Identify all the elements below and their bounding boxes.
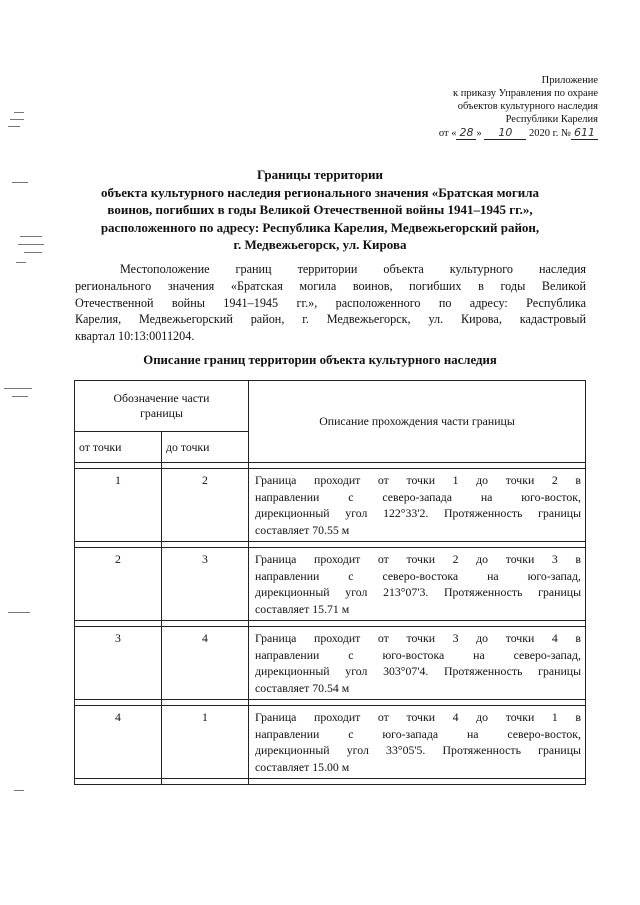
- order-region: Республики Карелия: [505, 114, 598, 125]
- order-year: 2020 г. №: [528, 128, 571, 139]
- header-part-designation: [75, 381, 249, 432]
- title-line: Границы территории: [256, 167, 384, 182]
- table-row: [75, 627, 586, 700]
- paragraph-line: Отечественной войны 1941–1945 гг.», расположенного по адресу: Республика: [75, 295, 586, 310]
- cell-description: [249, 627, 586, 700]
- appendix-label: Приложение: [541, 75, 598, 86]
- order-date-number: [439, 126, 598, 140]
- description-line: составляет 15.71 м: [255, 601, 350, 616]
- boundary-table: [74, 380, 586, 785]
- order-number: 611: [571, 126, 598, 140]
- description-line: составляет 70.55 м: [255, 522, 350, 537]
- description-line: Граница проходит от точки 4 до точки 1 в: [255, 710, 581, 724]
- description-line: составляет 15.00 м: [255, 759, 350, 774]
- date-mid: »: [476, 128, 482, 139]
- table-row: [75, 548, 586, 621]
- description-line: дирекционный угол 33°05'5. Протяженность границы: [255, 743, 581, 757]
- cell-from: 3: [75, 627, 162, 700]
- cell-description: [249, 706, 586, 779]
- description-line: дирекционный угол 303°07'4. Протяженность границы: [255, 664, 581, 678]
- document-title: [60, 166, 580, 254]
- description-line: составляет 70.54 м: [255, 680, 350, 695]
- cell-to: 4: [162, 627, 249, 700]
- table-header-row: [75, 381, 586, 432]
- description-line: направлении с юго-запада на северо-восток,: [255, 726, 581, 741]
- paragraph-line: регионального значения «Братская могила воинов, погибших в годы Великой: [75, 278, 586, 293]
- table-row: [75, 706, 586, 779]
- scan-mark: [8, 126, 20, 127]
- table-row: [75, 469, 586, 542]
- description-line: дирекционный угол 213°07'3. Протяженность границы: [255, 585, 581, 599]
- paragraph-line: Карелия, Медвежьегорский район, г. Медвежьегорск, ул. Кирова, кадастровый: [75, 312, 586, 327]
- header-part-line: границы: [140, 406, 183, 420]
- scan-mark: [18, 244, 44, 245]
- section-title: Описание границ территории объекта культурного наследия: [143, 353, 497, 367]
- description-line: Граница проходит от точки 2 до точки 3 в: [255, 552, 581, 566]
- order-reference: к приказу Управления по охране: [453, 88, 598, 99]
- scan-mark: [8, 612, 30, 613]
- order-reference-cont: объектов культурного наследия: [457, 101, 598, 112]
- scan-mark: [14, 790, 24, 791]
- description-line: направлении с юго-востока на северо-запад,: [255, 647, 581, 662]
- header-description: Описание прохождения части границы: [249, 381, 586, 463]
- cell-from: 1: [75, 469, 162, 542]
- title-line: г. Медвежьегорск, ул. Кирова: [233, 237, 407, 252]
- cell-description: [249, 469, 586, 542]
- scan-mark: [16, 262, 26, 263]
- scan-mark: [4, 388, 32, 389]
- scan-mark: [14, 112, 24, 113]
- cell-description: [249, 548, 586, 621]
- date-prefix: от «: [438, 128, 457, 139]
- table-spacer: [75, 779, 586, 785]
- cell-from: 2: [75, 548, 162, 621]
- header-part-line: Обозначение части: [113, 391, 210, 405]
- location-paragraph: [75, 261, 586, 345]
- scan-mark: [24, 252, 42, 253]
- cell-to: 3: [162, 548, 249, 621]
- description-line: Граница проходит от точки 1 до точки 2 в: [255, 473, 581, 487]
- description-line: направлении с северо-востока на юго-запад,: [255, 568, 581, 583]
- scan-mark: [12, 396, 28, 397]
- cell-from: 4: [75, 706, 162, 779]
- title-line: расположенного по адресу: Республика Карелия, Медвежьегорский район,: [100, 219, 540, 235]
- scan-mark: [10, 119, 24, 120]
- header-to-point: до точки: [162, 432, 249, 463]
- description-line: направлении с северо-запада на юго-восток,: [255, 489, 581, 504]
- order-month: 10: [484, 126, 526, 140]
- title-line: воинов, погибших в годы Великой Отечественной войны 1941–1945 гг.»,: [107, 202, 533, 217]
- title-line: объекта культурного наследия регионального значения «Братская могила: [100, 184, 540, 200]
- scan-mark: [12, 182, 28, 183]
- appendix-header: [439, 74, 598, 140]
- description-line: Граница проходит от точки 3 до точки 4 в: [255, 631, 581, 645]
- paragraph-line: Местоположение границ территории объекта культурного наследия: [120, 262, 586, 276]
- header-from-point: от точки: [75, 432, 162, 463]
- description-line: дирекционный угол 122°33'2. Протяженность границы: [255, 506, 581, 520]
- scan-mark: [20, 236, 42, 237]
- paragraph-line: квартал 10:13:0011204.: [75, 329, 195, 344]
- order-day: 28: [456, 126, 476, 140]
- cell-to: 1: [162, 706, 249, 779]
- cell-to: 2: [162, 469, 249, 542]
